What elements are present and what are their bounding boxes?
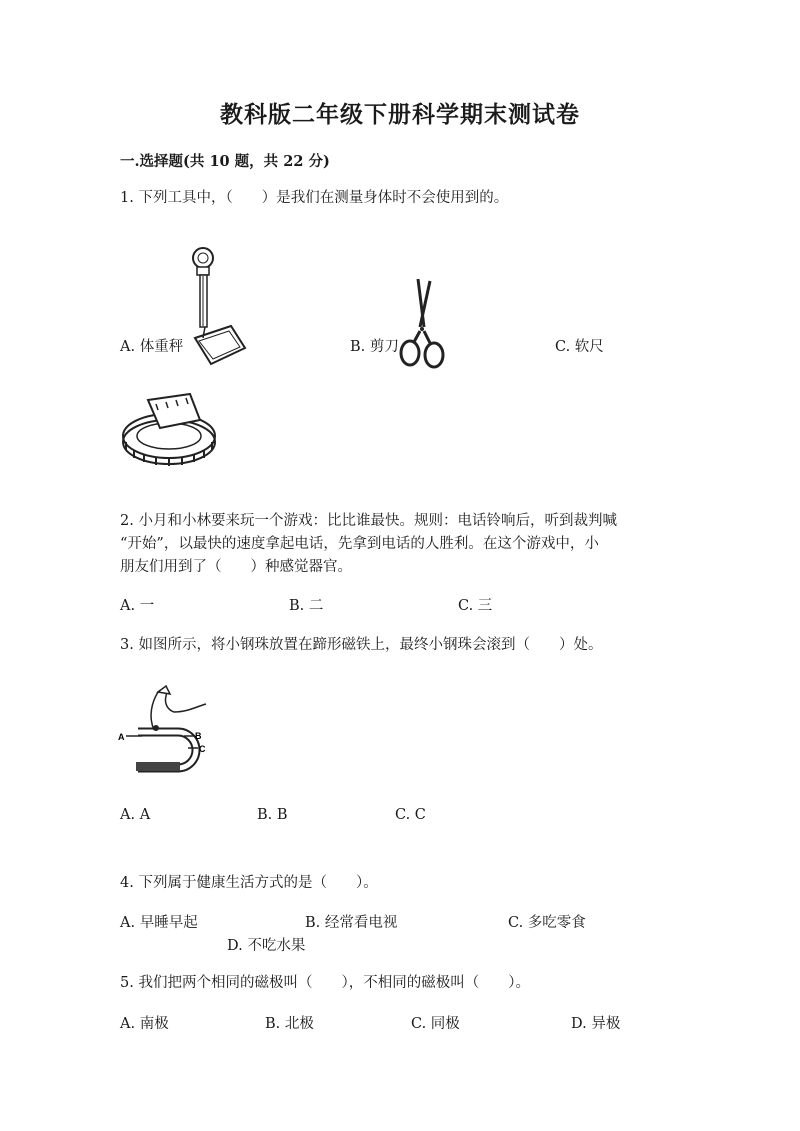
q3-option-a[interactable]: A. A: [120, 807, 151, 823]
figure-label-a: A: [118, 732, 125, 742]
section-heading: 一.选择题(共 10 题，共 22 分): [120, 153, 330, 170]
q2-option-c[interactable]: C. 三: [458, 598, 493, 614]
q4-option-a[interactable]: A. 早睡早起: [120, 915, 198, 931]
figure-label-c: C: [199, 744, 206, 754]
q3-option-b[interactable]: B. B: [257, 807, 288, 823]
scissors-image: [398, 279, 446, 369]
q2-option-b[interactable]: B. 二: [289, 598, 324, 614]
q4-option-c[interactable]: C. 多吃零食: [508, 915, 586, 931]
q3-option-c[interactable]: C. C: [395, 807, 426, 823]
question-3-stem: 3. 如图所示，将小钢珠放置在蹄形磁铁上，最终小钢珠会滚到（ ）处。: [120, 637, 603, 653]
q5-option-b[interactable]: B. 北极: [265, 1016, 314, 1032]
tape-measure-image: [120, 390, 218, 470]
q5-option-d[interactable]: D. 异极: [571, 1016, 621, 1032]
q4-option-b[interactable]: B. 经常看电视: [305, 915, 398, 931]
question-2-line-3: 朋友们用到了（ ）种感觉器官。: [120, 559, 352, 575]
question-2-line-2: “开始”，以最快的速度拿起电话，先拿到电话的人胜利。在这个游戏中，小: [120, 536, 599, 552]
q1-option-b[interactable]: B. 剪刀: [350, 339, 399, 355]
scale-image: [183, 246, 253, 370]
question-2-line-1: 2. 小月和小林要来玩一个游戏：比比谁最快。规则：电话铃响后，听到裁判喊: [120, 513, 617, 529]
q1-option-a[interactable]: A. 体重秤: [120, 339, 184, 355]
q5-option-a[interactable]: A. 南极: [120, 1016, 169, 1032]
q5-option-c[interactable]: C. 同极: [411, 1016, 460, 1032]
q2-option-a[interactable]: A. 一: [120, 598, 155, 614]
magnet-figure: [118, 686, 218, 776]
question-4-stem: 4. 下列属于健康生活方式的是（ ）。: [120, 875, 378, 891]
q1-option-c[interactable]: C. 软尺: [555, 339, 604, 355]
question-5-stem: 5. 我们把两个相同的磁极叫（ ），不相同的磁极叫（ ）。: [120, 975, 530, 991]
q4-option-d[interactable]: D. 不吃水果: [227, 938, 306, 954]
question-1-stem: 1. 下列工具中，（ ）是我们在测量身体时不会使用到的。: [120, 190, 509, 206]
figure-label-b: B: [195, 731, 202, 741]
page-title: 教科版二年级下册科学期末测试卷: [220, 101, 580, 128]
